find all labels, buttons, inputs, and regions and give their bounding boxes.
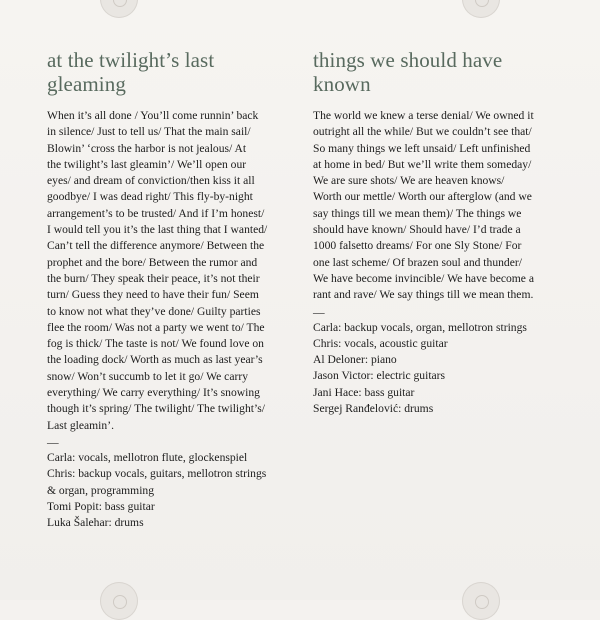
credit-item: Chris: vocals, acoustic guitar: [313, 336, 448, 350]
case-tab-top-left: [100, 0, 138, 18]
lyrics-line: Can’t tell the difference anymore/ Between the: [47, 239, 265, 253]
song-lyrics: [313, 108, 585, 304]
song-title-line: known: [313, 72, 371, 96]
lyrics-line: Last gleamin’.: [47, 418, 114, 432]
lyrics-line: outright all the while/ But we couldn’t see that/: [313, 125, 532, 139]
song-column-left: [47, 48, 319, 531]
section-separator: —: [47, 435, 59, 449]
credit-item: Jason Victor: electric guitars: [313, 369, 446, 383]
credits-list: [47, 450, 319, 531]
lyrics-line: We are sure shots/ We are heaven knows/: [313, 174, 505, 188]
song-lyrics: [47, 108, 319, 434]
lyrics-line: in silence/ Just to tell us/ That the main sail/: [47, 125, 251, 139]
credit-item: Tomi Popit: bass guitar: [47, 499, 155, 513]
lyrics-line: Worth our mettle/ Worth our afterglow (and we: [313, 190, 532, 204]
lyrics-line: should have known/ Should have/ I’d trade a: [313, 223, 521, 237]
lyrics-line: say things till we mean them)/ The things we: [313, 206, 522, 220]
credit-item: Carla: vocals, mellotron flute, glockenspiel: [47, 450, 248, 464]
lyrics-line: everything/ We carry everything/ It’s snowing: [47, 386, 260, 400]
lyrics-line: the burn/ They speak their peace, it’s not their: [47, 271, 260, 285]
song-title-line: things we should have: [313, 48, 503, 72]
lyrics-line: the loading dock/ Worth as much as last year’s: [47, 353, 263, 367]
lyrics-line: turn/ Guess they need to have their fun/ Seem: [47, 288, 259, 302]
lyrics-line: arrangement’s to be trusted/ And if I’m honest/: [47, 206, 265, 220]
lyrics-line: flee the room/ Was not a party we went to/ The: [47, 320, 265, 334]
lyrics-line: The world we knew a terse denial/ We owned it: [313, 109, 534, 122]
section-separator: —: [313, 305, 325, 319]
credit-item: Sergej Ranđelović: drums: [313, 402, 434, 416]
lyrics-line: When it’s all done / You’ll come runnin’ back: [47, 109, 259, 122]
lyrics-line: eyes/ and dream of conviction/then kiss it all: [47, 174, 255, 188]
case-tab-bottom-right: [462, 582, 500, 620]
lyrics-line: So many things we left unsaid/ Left unfinished: [313, 141, 531, 155]
lyrics-line: Blowin’ ‘cross the harbor is not jealous/ At: [47, 141, 247, 155]
credit-item: Carla: backup vocals, organ, mellotron strings: [313, 320, 527, 334]
lyrics-line: one last scheme/ Of brazen soul and thunder/: [313, 255, 522, 269]
case-tab-top-right: [462, 0, 500, 18]
lyrics-line: the twilight’s last gleamin’/ We’ll open our: [47, 157, 247, 171]
lyrics-line: We have become invincible/ We have become a: [313, 271, 534, 285]
lyrics-line: fog is thick/ The taste is not/ We found love on: [47, 337, 264, 351]
credit-item: Al Deloner: piano: [313, 353, 397, 367]
credits-list: [313, 320, 585, 418]
lyrics-line: though it’s spring/ The twilight/ The twilight’s/: [47, 402, 265, 416]
lyrics-line: prophet and the bore/ Between the rumor and: [47, 255, 258, 269]
lyrics-line: snow/ Won’t succumb to let it go/ We carry: [47, 369, 248, 383]
lyrics-line: 1000 falsetto dreams/ For one Sly Stone/ For: [313, 239, 522, 253]
credit-item: Jani Hace: bass guitar: [313, 385, 415, 399]
song-column-right: [313, 48, 585, 417]
credit-item: & organ, programming: [47, 483, 155, 497]
case-tab-bottom-left: [100, 582, 138, 620]
song-title-line: gleaming: [47, 72, 126, 96]
lyrics-line: I would tell you it’s the last thing that I wanted/: [47, 223, 268, 237]
lyrics-line: rant and rave/ We say things till we mean them.: [313, 288, 534, 302]
credit-item: Chris: backup vocals, guitars, mellotron strings: [47, 467, 267, 481]
song-title-line: at the twilight’s last: [47, 48, 215, 72]
lyrics-line: goodbye/ I was dead right/ This fly-by-night: [47, 190, 253, 204]
lyrics-line: to know not what they’ve done/ Guilty parties: [47, 304, 261, 318]
song-title: [313, 48, 585, 96]
credit-item: Luka Šalehar: drums: [47, 516, 144, 530]
song-title: [47, 48, 319, 96]
lyrics-line: at home in bed/ But we’ll write them someday/: [313, 157, 532, 171]
